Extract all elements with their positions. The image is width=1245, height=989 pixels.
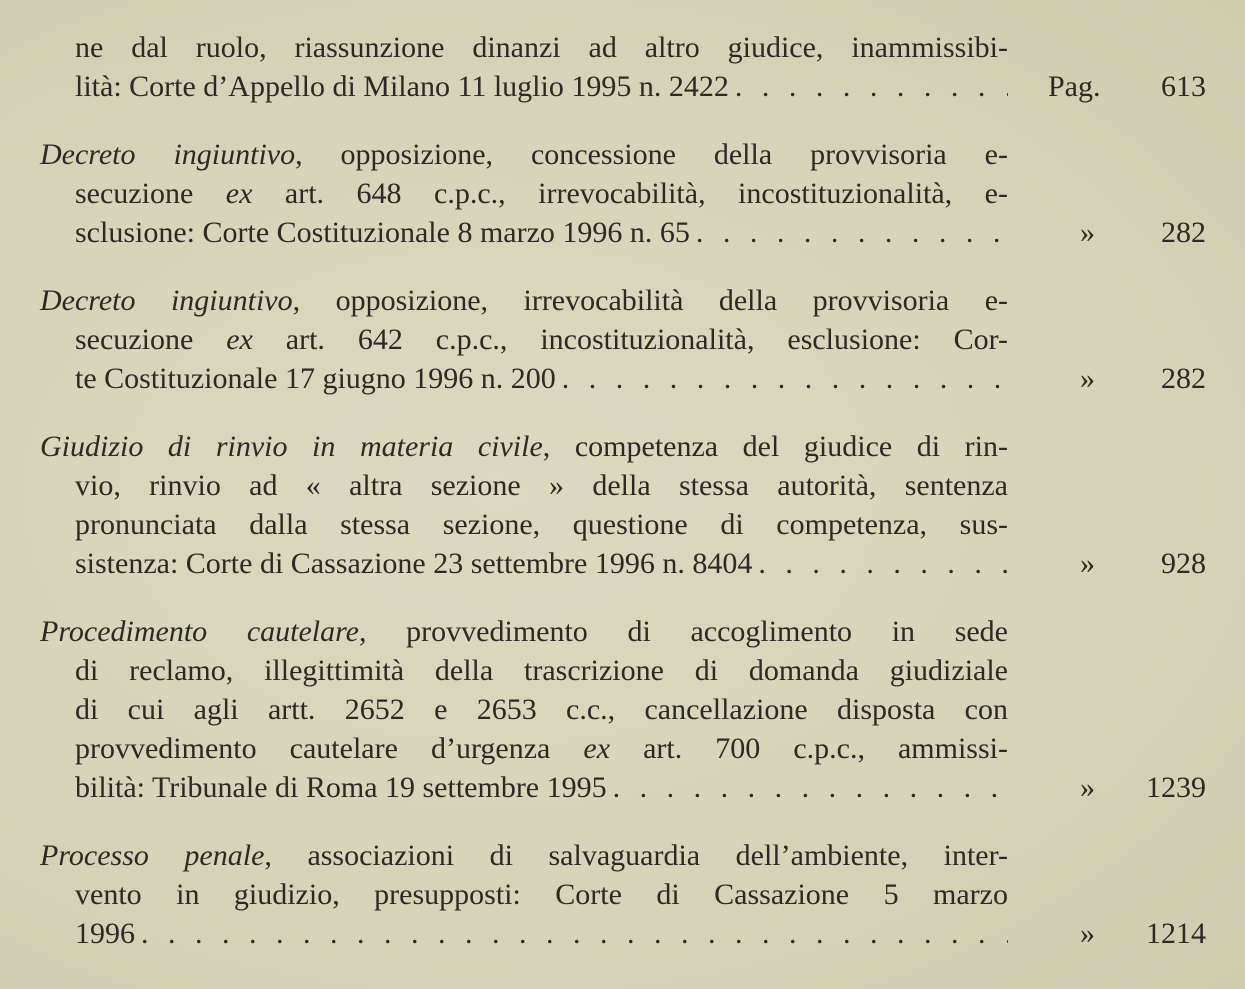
line-text [75,31,1008,64]
italic-term: Processo penale [40,839,265,872]
page-number: 613 [1161,70,1206,103]
index-entry [0,836,1245,953]
entry-line [40,281,1008,320]
ditto-mark: » [1080,917,1095,950]
entry-line [40,135,1008,174]
dot-leader [690,213,1008,252]
index-page [0,28,1245,982]
entry-line [75,174,1008,213]
entry-line [75,505,1008,544]
text-segment: di reclamo, illegittimità della trascrizione di domanda giudiziale [75,654,1008,687]
italic-term: Procedimento cautelare [40,615,360,648]
index-entry [0,281,1245,398]
text-segment: vento in giudizio, presupposti: Corte di Cassazione 5 marzo [75,878,1008,911]
index-entry [0,28,1245,106]
entry-line [75,690,1008,729]
page-number: 282 [1161,362,1206,395]
text-segment: sclusione: Corte Costituzionale 8 marzo 1996 n. 65 [75,216,690,249]
italic-term: ex [225,177,253,210]
ditto-mark: » [1080,216,1095,249]
line-text [75,878,1008,911]
index-entry [0,612,1245,807]
text-segment: , opposizione, irrevocabilità della provvisoria e- [292,284,1009,317]
entry-line [75,875,1008,914]
text-segment: art. 648 c.p.c., irrevocabilità, incostituzionalità, e- [252,177,1008,210]
entry-line [75,768,1008,807]
line-text [75,508,1008,541]
page-number: 282 [1161,216,1206,249]
text-segment: , opposizione, concessione della provvisoria e- [295,138,1008,171]
page-reference [1020,359,1206,398]
text-segment: provvedimento cautelare d’urgenza [75,732,584,765]
page-number: 1239 [1146,771,1206,804]
index-entry [0,135,1245,252]
line-text [40,615,1008,648]
entry-line [75,729,1008,768]
line-text [40,138,1008,171]
italic-term: ex [226,323,253,356]
entry-line [75,544,1008,583]
entry-line [75,28,1008,67]
line-text [75,213,690,252]
ditto-mark: » [1080,547,1095,580]
line-text [75,359,556,398]
text-segment: pronunciata dalla stessa sezione, questione di competenza, sus- [75,508,1008,541]
line-text [75,544,752,583]
page-number: 928 [1161,547,1206,580]
line-text [75,67,729,106]
italic-term: ex [583,732,611,765]
entry-line [75,466,1008,505]
line-text [75,732,1008,765]
entry-line [75,213,1008,252]
index-entry [0,427,1245,583]
text-segment: art. 700 c.p.c., ammissi- [610,732,1008,765]
text-segment: vio, rinvio ad « altra sezione » della stessa autorità, sentenza [75,469,1008,502]
entry-line [75,359,1008,398]
text-segment: 1996 [75,917,135,950]
text-segment: sistenza: Corte di Cassazione 23 settembre 1996 n. 8404 [75,547,753,580]
line-text [40,430,1008,463]
entry-line [75,320,1008,359]
page-reference [1020,544,1206,583]
entry-line [40,836,1008,875]
text-segment: art. 642 c.p.c., incostituzionalità, esclusione: Cor- [252,323,1008,356]
entry-line [40,427,1008,466]
ditto-mark: » [1080,771,1095,804]
text-segment: lità: Corte d’Appello di Milano 11 luglio 1995 n. 2422 [75,70,729,103]
text-segment: di cui agli artt. 2652 e 2653 c.c., cancellazione disposta con [75,693,1008,726]
page-label: Pag. [1048,70,1101,103]
entry-line [40,612,1008,651]
entry-line [75,914,1008,953]
text-segment: secuzione [75,177,226,210]
entry-line [75,651,1008,690]
text-segment: , competenza del giudice di rin- [542,430,1008,463]
page-reference [1020,914,1206,953]
line-text [75,654,1008,687]
text-segment: , provvedimento di accoglimento in sede [359,615,1008,648]
text-segment: ne dal ruolo, riassunzione dinanzi ad altro giudice, inammissibi- [75,31,1008,64]
line-text [75,693,1008,726]
line-text [75,323,1008,356]
page-reference [1020,213,1206,252]
text-segment: te Costituzionale 17 giugno 1996 n. 200 [75,362,556,395]
dot-leader [752,544,1008,583]
text-segment: , associazioni di salvaguardia dell’ambiente, inter- [264,839,1008,872]
text-segment: bilità: Tribunale di Roma 19 settembre 1995 [75,771,607,804]
dot-leader [607,768,1008,807]
page-reference [1020,768,1206,807]
line-text [75,914,135,953]
text-segment: secuzione [75,323,227,356]
line-text [75,768,607,807]
line-text [40,284,1008,317]
entry-line [75,67,1008,106]
italic-term: Decreto ingiuntivo [40,284,293,317]
line-text [75,469,1008,502]
line-text [40,839,1008,872]
italic-term: Decreto ingiuntivo [40,138,296,171]
italic-term: Giudizio di rinvio in materia civile [40,430,543,463]
dot-leader [729,67,1008,106]
line-text [75,177,1008,210]
ditto-mark: » [1080,362,1095,395]
dot-leader [135,914,1008,953]
page-number: 1214 [1146,917,1206,950]
dot-leader [556,359,1008,398]
page-reference [1020,67,1206,106]
